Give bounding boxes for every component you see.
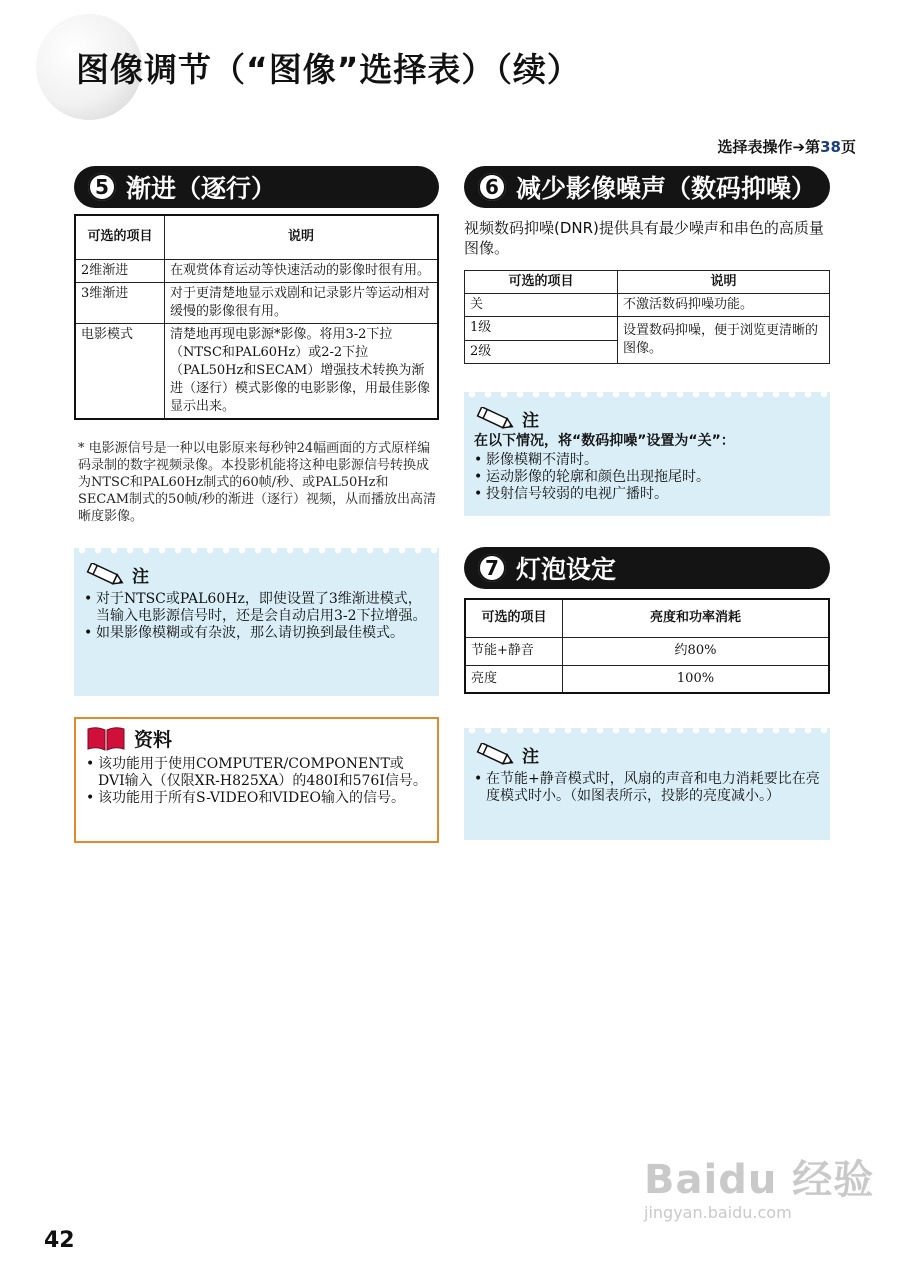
progressive-table	[74, 214, 439, 420]
table-row	[75, 282, 438, 323]
table-cell: 约80%	[563, 637, 830, 665]
section-number-badge: 5	[88, 173, 116, 201]
section-7-heading	[464, 547, 830, 589]
table-cell: 1级	[465, 317, 618, 341]
menu-reference	[718, 136, 857, 157]
lamp-table	[464, 598, 830, 694]
list-item: • 该功能用于所有S-VIDEO和VIDEO输入的信号。	[86, 790, 427, 807]
note-title: 注	[522, 747, 539, 767]
table-cell: 100%	[563, 665, 830, 693]
list-item: • 运动影像的轮廓和颜色出现拖尾时。	[474, 469, 820, 486]
dnr-description: 视频数码抑噪(DNR)提供具有最少噪声和串色的高质量图像。	[464, 219, 824, 257]
section-title: 减少影像噪声（数码抑噪）	[516, 174, 817, 203]
ref-page-number: 38	[820, 138, 841, 156]
info-title: 资料	[134, 729, 173, 751]
note-list	[474, 452, 820, 503]
table-header: 说明	[165, 215, 439, 259]
note-lead: 在以下情况，将“数码抑噪”设置为“关”：	[474, 433, 735, 449]
section-number-badge: 6	[478, 173, 506, 201]
table-row	[75, 259, 438, 282]
note-title: 注	[522, 411, 539, 431]
table-row	[465, 637, 829, 665]
ref-prefix: 选择表操作	[717, 138, 793, 156]
watermark-url: jingyan.baidu.com	[644, 1203, 792, 1222]
pencil-icon	[84, 563, 128, 587]
note-title: 注	[132, 567, 149, 587]
table-cell: 电影模式	[75, 323, 165, 419]
list-item: • 影像模糊不清时。	[474, 452, 820, 469]
page-number: 42	[44, 1228, 75, 1253]
dnr-table	[464, 270, 830, 364]
note-dots-border	[74, 548, 439, 558]
section-6-heading	[464, 166, 830, 208]
note-list	[84, 591, 429, 642]
table-cell: 2级	[465, 341, 618, 364]
table-row	[465, 665, 829, 693]
section-number-badge: 7	[478, 554, 506, 582]
table-row	[75, 323, 438, 419]
note-box-dnr	[464, 392, 830, 516]
list-item: • 该功能用于使用COMPUTER/COMPONENT或DVI输入（仅限XR-H825XA）的480I和576I信号。	[86, 756, 427, 790]
list-item: • 如果影像模糊或有杂波，那么请切换到最佳模式。	[84, 625, 429, 642]
table-cell: 对于更清楚地显示戏剧和记录影片等运动相对缓慢的影像很有用。	[165, 282, 439, 323]
table-cell: 设置数码抑噪，便于浏览更清晰的图像。	[618, 317, 830, 364]
table-header: 说明	[618, 271, 830, 294]
table-header: 可选的项目	[75, 215, 165, 259]
section-title: 灯泡设定	[516, 555, 617, 584]
info-box	[74, 717, 439, 843]
list-item: • 投射信号较弱的电视广播时。	[474, 486, 820, 503]
table-cell: 亮度	[465, 665, 563, 693]
section-title: 渐进（逐行）	[126, 174, 277, 203]
list-item: • 在节能+静音模式时，风扇的声音和电力消耗要比在亮度模式时小。（如图表所示，投影的亮度减小。）	[474, 771, 820, 805]
note-box-lamp	[464, 728, 830, 840]
table-header: 亮度和功率消耗	[563, 599, 830, 637]
table-row	[465, 294, 830, 317]
ref-mid: 第	[805, 138, 821, 156]
pencil-icon	[474, 407, 518, 431]
table-cell: 3维渐进	[75, 282, 165, 323]
note-box-progressive	[74, 548, 439, 696]
page-title: 图像调节（“图像”选择表）（续）	[76, 50, 581, 89]
ref-suffix: 页	[840, 138, 856, 156]
arrow-icon: ➔	[792, 138, 806, 156]
film-source-footnote: * 电影源信号是一种以电影原来每秒钟24幅画面的方式原样编码录制的数字视频录像。本投影机能将这种电影源信号转换成为NTSC和PAL60Hz制式的60帧/秒、或PAL50Hz和SECAM制式的50帧/秒的渐进（逐行）视频，从而播放出高清晰度影像。	[78, 441, 436, 524]
table-cell: 清楚地再现电影源*影像。将用3-2下拉（NTSC和PAL60Hz）或2-2下拉（PAL50Hz和SECAM）增强技术转换为渐进（逐行）模式影像的电影影像，用最佳影像显示出来。	[165, 323, 439, 419]
table-cell: 关	[465, 294, 618, 317]
info-heading	[86, 725, 427, 752]
watermark	[644, 1148, 874, 1222]
pencil-icon	[474, 743, 518, 767]
table-header: 可选的项目	[465, 271, 618, 294]
table-cell: 不激活数码抑噪功能。	[618, 294, 830, 317]
note-heading	[474, 406, 820, 431]
note-heading	[84, 562, 429, 587]
note-list	[474, 771, 820, 805]
note-dots-border	[464, 392, 830, 402]
info-list	[86, 756, 427, 807]
watermark-logo: Baidu 经验	[644, 1157, 875, 1203]
table-cell: 节能+静音	[465, 637, 563, 665]
table-cell: 在观赏体育运动等快速活动的影像时很有用。	[165, 259, 439, 282]
note-dots-border	[464, 728, 830, 738]
list-item: • 对于NTSC或PAL60Hz，即使设置了3维渐进模式，当输入电影源信号时，还是会自动启用3-2下拉增强。	[84, 591, 429, 625]
book-icon	[86, 726, 126, 752]
note-heading	[474, 742, 820, 767]
table-cell: 2维渐进	[75, 259, 165, 282]
table-header: 可选的项目	[465, 599, 563, 637]
section-5-heading	[74, 166, 439, 208]
table-row	[465, 317, 830, 341]
